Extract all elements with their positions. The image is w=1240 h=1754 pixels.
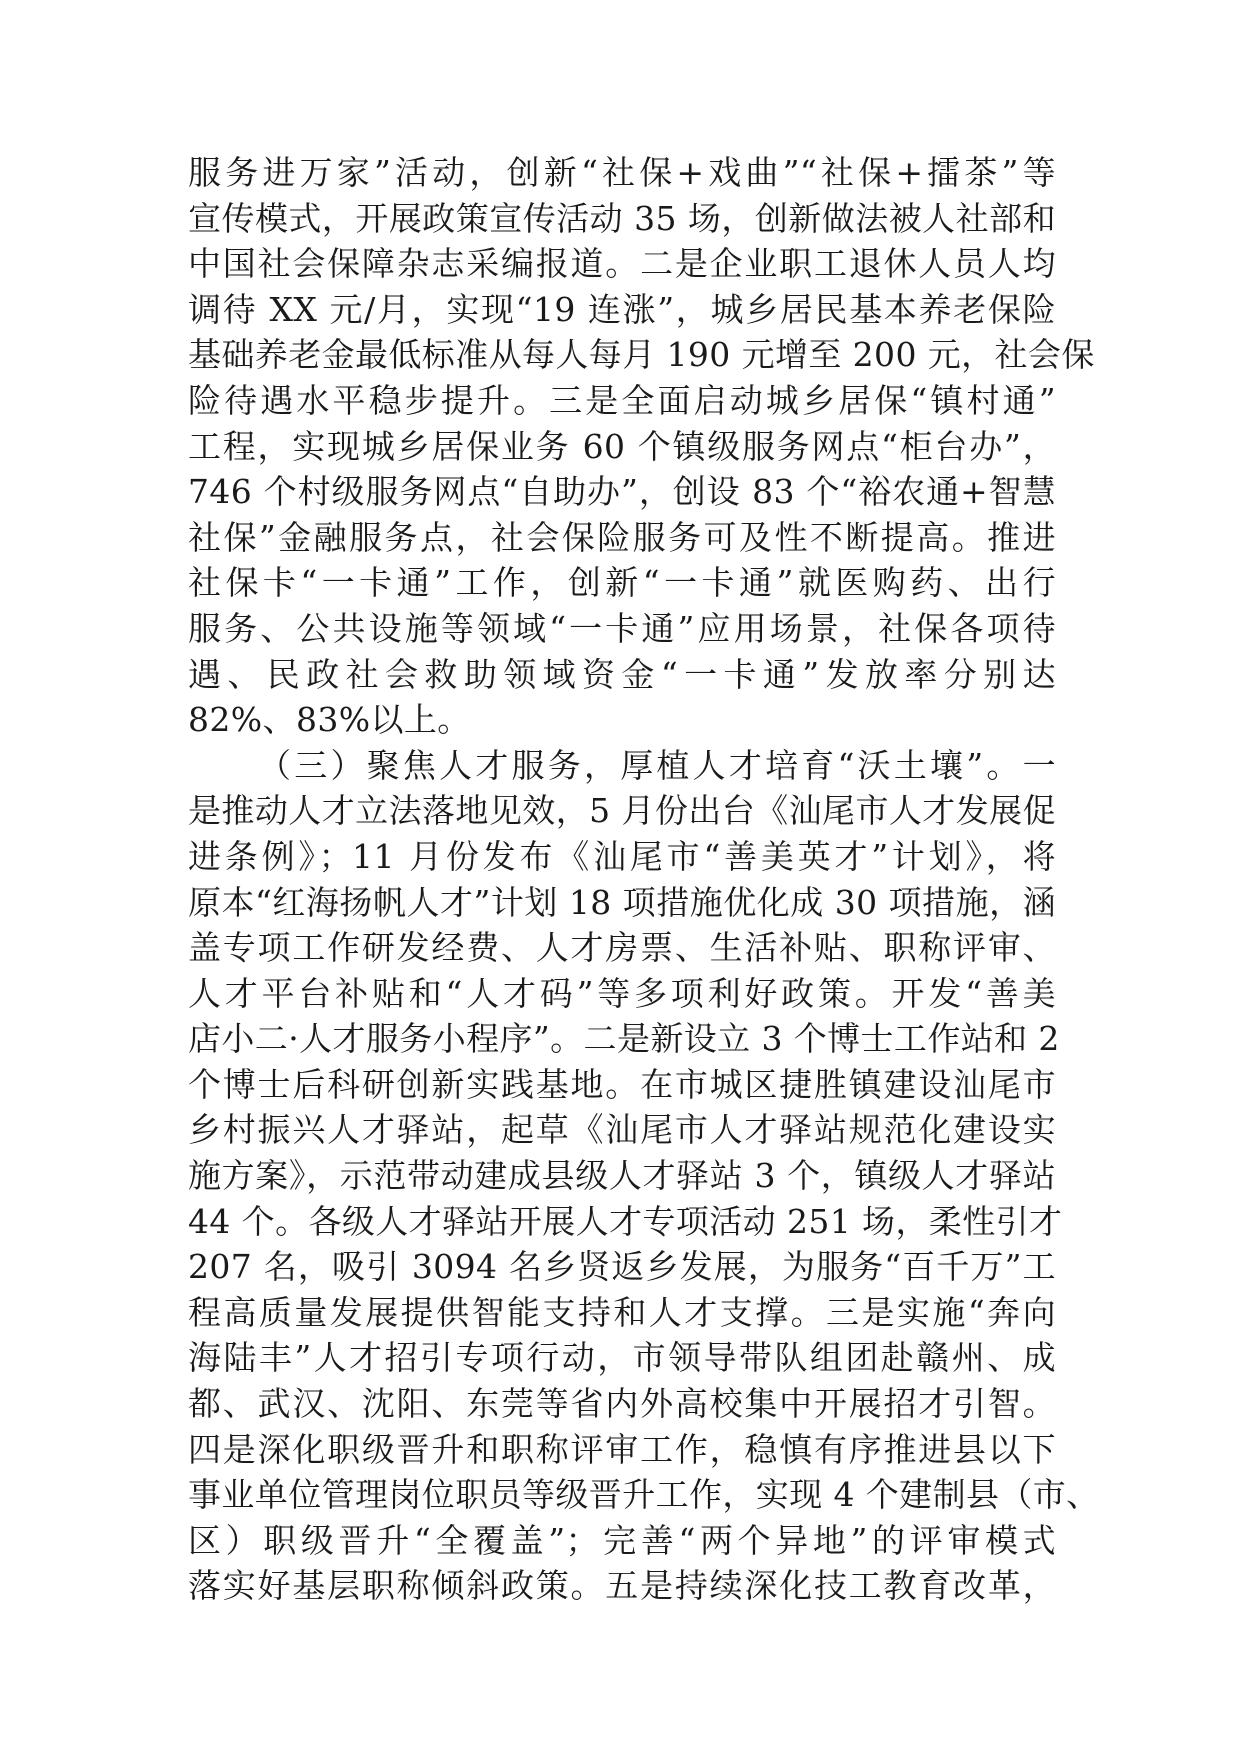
text-line: 社保卡“一卡通”工作，创新“一卡通”就医购药、出行 bbox=[188, 563, 1056, 603]
text-line: 是推动人才立法落地见效，5 月份出台《汕尾市人才发展促 bbox=[188, 791, 1056, 831]
text-line: 盖专项工作研发经费、人才房票、生活补贴、职称评审、 bbox=[188, 928, 1056, 968]
text-line: 原本“红海扬帆人才”计划 18 项措施优化成 30 项措施，涵 bbox=[188, 882, 1056, 922]
text-line: 调待 XX 元/月，实现“19 连涨”，城乡居民基本养老保险 bbox=[188, 289, 1056, 329]
text-line: 店小二·人才服务小程序”。二是新设立 3 个博士工作站和 2 bbox=[188, 1019, 1060, 1059]
text-line: 宣传模式，开展政策宣传活动 35 场，创新做法被人社部和 bbox=[188, 198, 1056, 238]
section-heading-line: （三）聚焦人才服务，厚植人才培育“沃土壤”。一 bbox=[258, 745, 1056, 785]
text-line: 乡村振兴人才驿站，起草《汕尾市人才驿站规范化建设实 bbox=[188, 1110, 1056, 1150]
body-text bbox=[188, 150, 1100, 1609]
text-line: 中国社会保障杂志采编报道。二是企业职工退休人员人均 bbox=[188, 244, 1056, 284]
text-line: 社保”金融服务点，社会保险服务可及性不断提高。推进 bbox=[188, 517, 1056, 557]
text-line: 44 个。各级人才驿站开展人才专项活动 251 场，柔性引才 bbox=[188, 1201, 1063, 1241]
text-line: 施方案》，示范带动建成县级人才驿站 3 个，镇级人才驿站 bbox=[188, 1156, 1056, 1196]
text-line: 服务、公共设施等领域“一卡通”应用场景，社保各项待 bbox=[188, 608, 1056, 648]
text-line: 进条例》；11 月份发布《汕尾市“善美英才”计划》，将 bbox=[188, 836, 1056, 876]
text-line: 工程，实现城乡居保业务 60 个镇级服务网点“柜台办”， bbox=[188, 426, 1056, 466]
text-line: 程高质量发展提供智能支持和人才支撑。三是实施“奔向 bbox=[188, 1292, 1056, 1332]
text-line: 遇、民政社会救助领域资金“一卡通”发放率分别达 bbox=[188, 654, 1056, 694]
text-line: 人才平台补贴和“人才码”等多项利好政策。开发“善美 bbox=[188, 973, 1056, 1013]
text-line: 207 名，吸引 3094 名乡贤返乡发展，为服务“百千万”工 bbox=[188, 1247, 1056, 1287]
text-line: 基础养老金最低标准从每人每月 190 元增至 200 元，社会保 bbox=[188, 335, 1095, 375]
text-line: 事业单位管理岗位职员等级晋升工作，实现 4 个建制县（市、 bbox=[188, 1475, 1100, 1515]
text-line: 82%、83%以上。 bbox=[188, 700, 471, 740]
text-line: 险待遇水平稳步提升。三是全面启动城乡居保“镇村通” bbox=[188, 380, 1056, 420]
text-line: 服务进万家”活动，创新“社保+戏曲”“社保+擂茶”等 bbox=[188, 153, 1056, 192]
text-line: 四是深化职级晋升和职称评审工作，稳慎有序推进县以下 bbox=[188, 1429, 1056, 1469]
text-line: 个博士后科研创新实践基地。在市城区捷胜镇建设汕尾市 bbox=[188, 1064, 1056, 1104]
text-line: 区）职级晋升“全覆盖”；完善“两个异地”的评审模式 bbox=[188, 1520, 1056, 1560]
text-line: 落实好基层职称倾斜政策。五是持续深化技工教育改革， bbox=[188, 1566, 1056, 1606]
text-line: 746 个村级服务网点“自助办”，创设 83 个“裕农通+智慧 bbox=[188, 472, 1056, 512]
text-line: 都、武汉、沈阳、东莞等省内外高校集中开展招才引智。 bbox=[188, 1384, 1056, 1424]
text-line: 海陆丰”人才招引专项行动，市领导带队组团赴赣州、成 bbox=[188, 1338, 1056, 1378]
